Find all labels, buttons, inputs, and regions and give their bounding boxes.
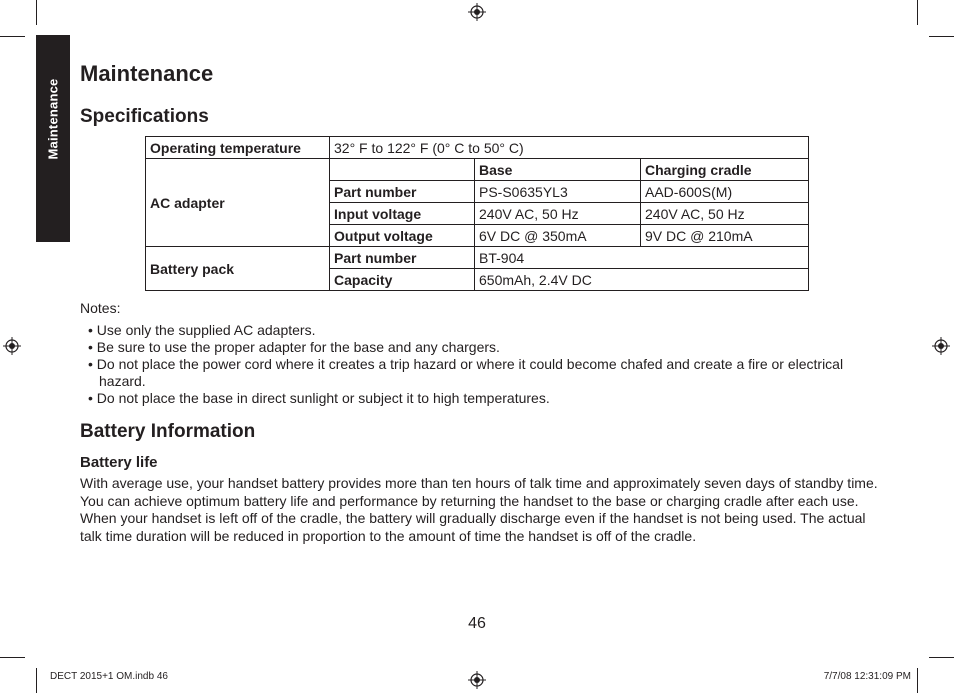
crop-mark	[929, 36, 954, 37]
specifications-table	[145, 136, 809, 291]
table-cell-value: 32° F to 122° F (0° C to 50° C)	[330, 137, 809, 159]
table-cell-value: 9V DC @ 210mA	[641, 225, 809, 247]
crop-mark	[36, 0, 37, 25]
page-number: 46	[468, 615, 486, 632]
table-cell-label: Battery pack	[146, 247, 330, 291]
specifications-heading: Specifications	[80, 106, 209, 127]
crop-mark	[917, 668, 918, 693]
crop-mark	[36, 668, 37, 693]
registration-mark-icon	[468, 3, 486, 21]
table-column-header: Charging cradle	[641, 159, 809, 181]
page-title: Maintenance	[80, 61, 214, 86]
table-cell-label: Part number	[330, 247, 475, 269]
table-cell-value: 240V AC, 50 Hz	[641, 203, 809, 225]
table-cell-label: Input voltage	[330, 203, 475, 225]
table-cell-value: 6V DC @ 350mA	[475, 225, 641, 247]
notes-label: Notes:	[80, 300, 121, 316]
registration-mark-icon	[932, 337, 950, 355]
table-cell-value: BT-904	[475, 247, 809, 269]
list-item: • Do not place the base in direct sunlight or subject it to high temperatures.	[88, 390, 550, 406]
section-side-tab	[36, 35, 70, 242]
table-cell-empty	[330, 159, 475, 181]
slug-file-info: DECT 2015+1 OM.indb 46	[50, 671, 168, 682]
crop-mark	[0, 36, 25, 37]
table-cell-value: 650mAh, 2.4V DC	[475, 269, 809, 291]
table-cell-label: Part number	[330, 181, 475, 203]
table-cell-value: PS-S0635YL3	[475, 181, 641, 203]
list-item: • Use only the supplied AC adapters.	[88, 322, 316, 338]
table-cell-value: 240V AC, 50 Hz	[475, 203, 641, 225]
table-cell-label: Output voltage	[330, 225, 475, 247]
table-cell-label: AC adapter	[146, 159, 330, 247]
table-row	[146, 137, 809, 159]
table-column-header: Base	[475, 159, 641, 181]
crop-mark	[0, 657, 25, 658]
battery-life-subheading: Battery life	[80, 454, 158, 471]
table-cell-label: Capacity	[330, 269, 475, 291]
list-item: • Do not place the power cord where it creates a trip hazard or where it could become chafed and create a fire or electrical hazard.	[88, 356, 844, 389]
table-row	[146, 247, 809, 269]
slug-timestamp: 7/7/08 12:31:09 PM	[823, 671, 911, 682]
side-tab-label: Maintenance	[45, 78, 61, 160]
registration-mark-icon	[3, 337, 21, 355]
battery-life-paragraph: With average use, your handset battery provides more than ten hours of talk time and approximately seven days of standby time. You can achieve optimum battery life and performance by returning the handset to the base or charging cradle after each use. When your handset is left off of the cradle, the battery will gradually discharge even if the handset is not being used. The actual talk time duration will be reduced in proportion to the amount of time the handset is off of the cradle.	[80, 475, 878, 544]
table-cell-label: Operating temperature	[146, 137, 330, 159]
table-cell-value: AAD-600S(M)	[641, 181, 809, 203]
crop-mark	[917, 0, 918, 25]
list-item: • Be sure to use the proper adapter for the base and any chargers.	[88, 339, 500, 355]
battery-information-heading: Battery Information	[80, 421, 256, 442]
table-row	[146, 159, 809, 181]
registration-mark-icon	[468, 671, 486, 689]
crop-mark	[929, 657, 954, 658]
notes-list	[88, 322, 868, 407]
